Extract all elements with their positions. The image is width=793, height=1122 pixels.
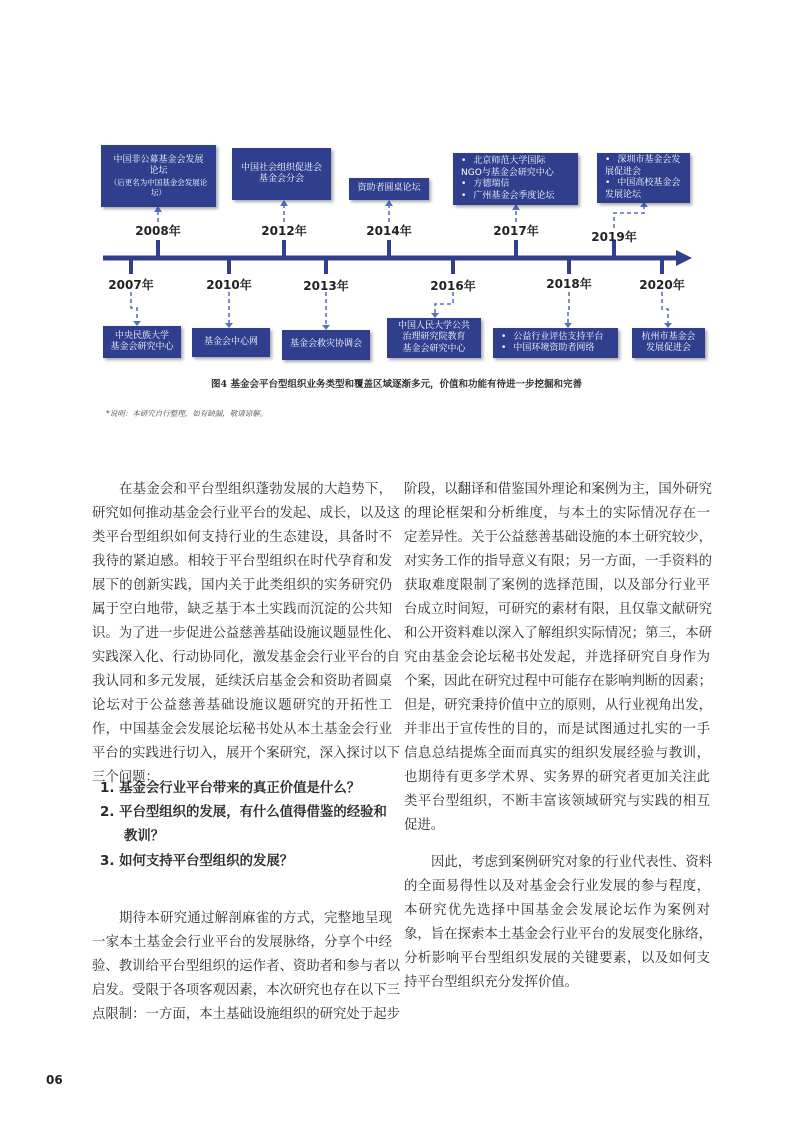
- event-bullet: • 广州基金会季度论坛: [461, 191, 554, 203]
- event-text: 基金会分会: [258, 174, 304, 184]
- year-label: 2008年: [135, 224, 181, 238]
- event-text: 基金会中心网: [203, 336, 258, 347]
- year-label: 2012年: [261, 224, 307, 238]
- event-box-2014: [349, 178, 429, 200]
- text-line: 阶段，以翻译和借鉴国外理论和案例为主，国外研究: [404, 482, 712, 497]
- text-line: 类平台型组织，不断丰富该领域研究与实践的相互: [404, 794, 710, 809]
- text-line: 究由基金会论坛秘书处发起，并选择研究自身作为: [404, 650, 710, 665]
- event-text: 基金会研究中心: [402, 343, 466, 354]
- year-label: 2010年: [206, 278, 252, 292]
- text-line: 平台的实践进行切入，展开个案研究，深入探讨以下: [92, 746, 400, 761]
- text-line: 实践深入化、行动协同化，激发基金会行业平台的自: [92, 650, 400, 665]
- event-text: 中国非公募基金会发展: [113, 154, 204, 165]
- text-line: 定差异性。关于公益慈善基础设施的本土研究较少，: [404, 530, 712, 545]
- left-para-1: [92, 478, 400, 790]
- question-item: 2. 平台型组织的发展，有什么值得借鉴的经验和: [100, 805, 387, 820]
- text-line: 促进。: [404, 818, 445, 833]
- event-bullet: • 方德瑞信: [461, 179, 509, 191]
- event-text: 发展促进会: [645, 343, 691, 353]
- question-item: 3. 如何支持平台型组织的发展？: [100, 854, 294, 869]
- timeline-arrowhead: [676, 250, 692, 266]
- figure-note: *说明：本研究自行整理，如有缺漏，敬请谅解。: [106, 409, 268, 418]
- year-label: 2007年: [108, 278, 154, 292]
- text-line: 类平台型组织如何支持行业的生态建设，具备时不: [92, 530, 392, 545]
- text-line: 验、教训给平台型组织的运作者、资助者和参与者以: [92, 959, 400, 974]
- text-line: 论坛对于公益慈善基础设施议题研究的开拓性工: [92, 698, 392, 713]
- event-text: 治理研究院教育: [402, 332, 466, 343]
- event-box-2018: [493, 328, 618, 358]
- text-line: 持平台型组织充分发挥价值。: [404, 975, 579, 990]
- text-line: 信息总结提炼全面而真实的组织发展经验与教训，: [404, 746, 710, 761]
- text-line: 我待的紧迫感。相较于平台型组织在时代孕育和发: [92, 554, 392, 569]
- event-box-2007: [103, 326, 181, 358]
- figure-caption: 图4 基金会平台型组织业务类型和覆盖区域逐渐多元，价值和功能有待进一步挖掘和完善: [211, 379, 582, 390]
- left-para-2: [92, 907, 400, 1027]
- year-label: 2018年: [546, 277, 592, 291]
- event-text: 中国社会组织促进会: [240, 162, 322, 173]
- event-box-2008: [101, 145, 216, 207]
- text-line: 因此，考虑到案例研究对象的行业代表性、资料: [431, 855, 713, 870]
- text-line: 并非出于宣传性的目的，而是试图通过扎实的一手: [404, 722, 710, 737]
- event-bullet: • 深圳市基金会发展促进会: [605, 155, 686, 178]
- question-item: 1. 基金会行业平台带来的真正价值是什么？: [100, 781, 361, 796]
- event-bullet: • 中国高校基金会发展论坛: [605, 178, 686, 201]
- event-text: 基金会研究中心: [110, 342, 174, 352]
- text-line: 在基金会和平台型组织蓬勃发展的大趋势下，: [119, 482, 392, 497]
- event-box-2017: [453, 153, 578, 205]
- text-line: 的全面易得性以及对基金会行业发展的参与程度，: [404, 879, 710, 894]
- right-para-2: [404, 851, 713, 995]
- text-line: 和公开资料难以深入了解组织实际情况；第三，本研: [404, 626, 712, 641]
- text-line: 识。为了进一步促进公益慈善基础设施议题显性化、: [92, 626, 400, 641]
- text-line: 获取难度限制了案例的选择范围，以及部分行业平: [404, 578, 710, 593]
- text-line: 分析影响平台型组织发展的关键要素，以及如何支: [404, 951, 710, 966]
- connector-arrowheads: [133, 200, 672, 330]
- text-line: 期待本研究通过解剖麻雀的方式，完整地呈现: [119, 911, 392, 926]
- text-line: 我认同和多元发展，延续沃启基金会和资助者圆桌: [92, 674, 392, 689]
- page-number: 06: [46, 1073, 63, 1087]
- year-label: 2019年: [591, 230, 637, 244]
- text-line: 台成立时间短，可研究的素材有限，且仅靠文献研究: [404, 602, 712, 617]
- text-line: 属于空白地带，缺乏基于本土实践而沉淀的公共知: [92, 602, 392, 617]
- text-line: 但是，研究秉持价值中立的原则，从行业视角出发，: [404, 698, 712, 713]
- event-text: 中国人民大学公共: [397, 320, 470, 331]
- right-para-1: [404, 478, 710, 838]
- text-line: 的理论框架和分析维度，与本土的实际情况存在一: [404, 506, 710, 521]
- text-line: 展下的创新实践，国内关于此类组织的实务研究仍: [92, 578, 392, 593]
- event-box-2016: [387, 318, 481, 358]
- event-bullet: • 公益行业评估支持平台: [501, 332, 603, 344]
- event-bullet: • 中国环境资助者网络: [501, 343, 594, 355]
- year-label: 2016年: [430, 279, 476, 293]
- question-item: 教训？: [124, 829, 165, 844]
- text-line: 研究如何推动基金会行业平台的发起、成长，以及这: [92, 506, 400, 521]
- text-line: 对实务工作的指导意义有限；另一方面，一手资料的: [404, 554, 712, 569]
- text-line: 象，旨在探索本土基金会行业平台的发展变化脉络，: [404, 927, 712, 942]
- event-text: 杭州市基金会: [641, 331, 696, 342]
- text-line: 个案，因此在研究过程中可能存在影响判断的因素；: [404, 674, 712, 689]
- year-label: 2020年: [639, 278, 685, 292]
- event-text: 基金会救灾协调会: [289, 339, 362, 350]
- event-text: 中央民族大学: [114, 330, 169, 341]
- text-line: 本研究优先选择中国基金会发展论坛作为案例对: [404, 903, 710, 918]
- event-text: 资助者圆桌论坛: [357, 183, 421, 194]
- text-line: 启发。受限于各项客观因素，本次研究也存在以下三: [92, 983, 400, 998]
- event-text: 论坛: [149, 166, 168, 176]
- text-line: 点限制：一方面，本土基础设施组织的研究处于起步: [92, 1007, 400, 1022]
- event-box-2019: [597, 153, 690, 203]
- text-line: 三个问题：: [92, 770, 159, 785]
- year-label: 2013年: [303, 279, 349, 293]
- text-line: 也期待有更多学术界、实务界的研究者更加关注此: [404, 770, 710, 785]
- event-box-2012: [232, 148, 331, 200]
- text-line: 作，中国基金会发展论坛秘书处从本土基金会行业: [92, 722, 392, 737]
- event-box-2020: [632, 328, 705, 358]
- event-subtext: （后更名为中国基金会发展论坛）: [109, 177, 208, 197]
- text-line: 一家本土基金会行业平台的发展脉络，分享个中经: [92, 935, 392, 950]
- event-bullet: • 北京师范大学国际NGO与基金会研究中心: [461, 156, 561, 179]
- year-label: 2014年: [366, 224, 412, 238]
- event-box-2013: [282, 330, 370, 360]
- event-box-2010: [192, 328, 270, 357]
- year-label: 2017年: [493, 224, 539, 238]
